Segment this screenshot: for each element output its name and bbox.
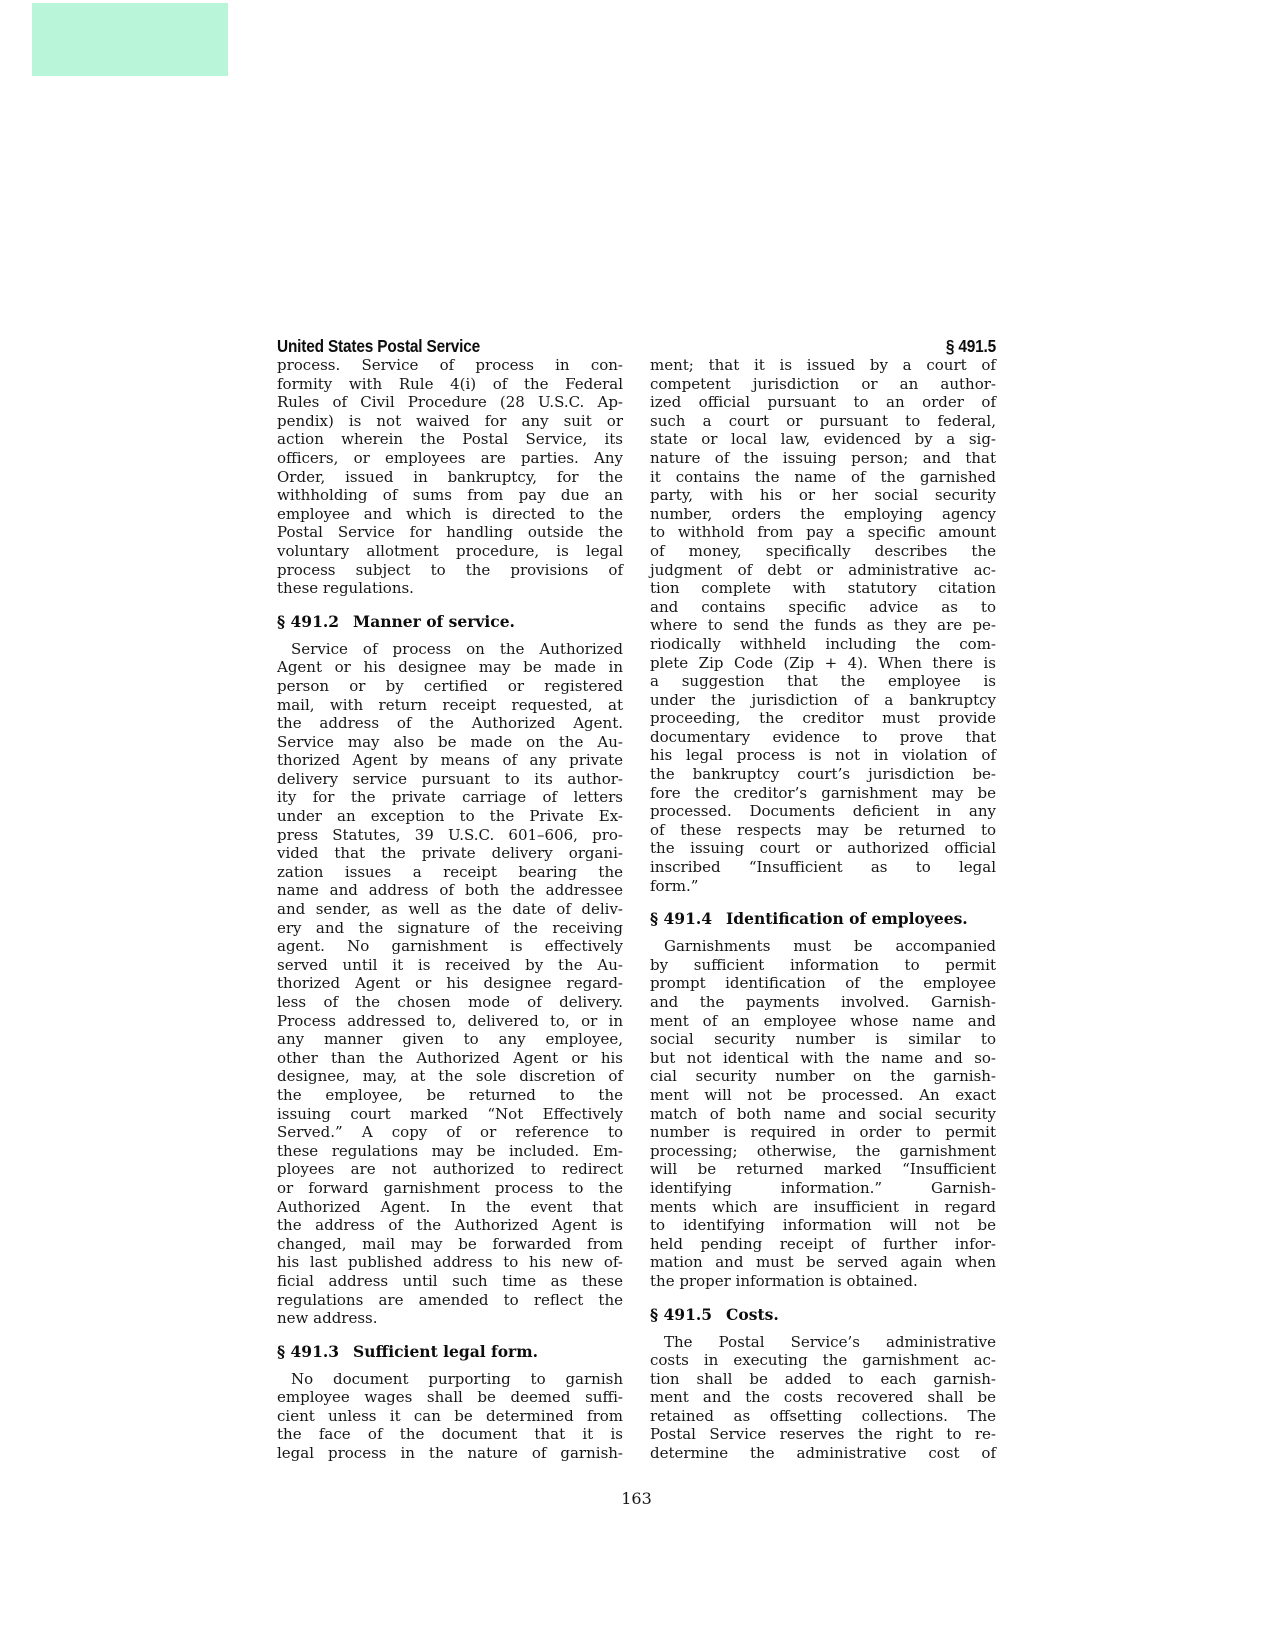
text-line: his legal process is not in violation of [650, 746, 996, 765]
section-heading [277, 612, 623, 631]
text-line: fore the creditor’s garnishment may be [650, 783, 996, 802]
text-line: ment of an employee whose name and [650, 1011, 996, 1030]
text-line: form.” [650, 876, 699, 895]
running-head-section: § 491.5 [945, 336, 996, 356]
text-line: under an exception to the Private Ex- [277, 807, 623, 826]
text-line: party, with his or her social security [650, 486, 996, 505]
text-line: ments which are insufficient in regard [650, 1197, 996, 1216]
text-line: vided that the private delivery organi- [277, 844, 623, 863]
section-number: § 491.2 [277, 611, 340, 631]
running-head-title: United States Postal Service [277, 336, 481, 356]
text-line: plete Zip Code (Zip + 4). When there is [650, 653, 996, 672]
text-line: the address of the Authorized Agent is [277, 1216, 623, 1235]
text-line: Service of process on the Authorized [291, 639, 623, 658]
text-line: and contains specific advice as to [650, 597, 996, 616]
text-line: and the payments involved. Garnish- [650, 993, 996, 1011]
section-number: § 491.3 [277, 1341, 340, 1361]
running-head [277, 336, 996, 357]
text-line: ery and the signature of the receiving [277, 918, 623, 937]
text-line: person or by certified or registered [277, 676, 623, 695]
text-line: identifying information.” Garnish- [650, 1178, 996, 1197]
section-number: § 491.5 [650, 1304, 713, 1324]
text-line: ity for the private carriage of letters [277, 788, 623, 807]
column-left [277, 356, 623, 1463]
section-heading [277, 1342, 623, 1361]
text-line: Order, issued in bankruptcy, for the [277, 467, 623, 486]
text-line: number is required in order to permit [650, 1123, 996, 1142]
text-line: designee, may, at the sole discretion of [277, 1067, 623, 1086]
highlight-rect [32, 3, 228, 76]
section-title: Manner of service. [353, 611, 515, 631]
text-line: agent. No garnishment is effectively [277, 937, 623, 956]
text-line: regulations are amended to reflect the [277, 1290, 623, 1309]
text-line: costs in executing the garnishment ac- [650, 1351, 996, 1370]
text-line: ficial address until such time as these [277, 1271, 623, 1290]
text-line: Postal Service for handling outside the [277, 523, 623, 542]
text-line: it contains the name of the garnished [650, 467, 996, 486]
text-line: or forward garnishment process to the [277, 1178, 623, 1197]
text-line: documentary evidence to prove that [650, 727, 996, 746]
text-line: of money, specifically describes the [650, 541, 996, 560]
text-line: less of the chosen mode of delivery. [277, 993, 623, 1011]
text-line: formity with Rule 4(i) of the Federal [277, 374, 623, 393]
text-line: served until it is received by the Au- [277, 955, 623, 974]
text-line: and sender, as well as the date of deliv- [277, 900, 623, 919]
text-line: the address of the Authorized Agent. [277, 714, 623, 733]
text-line: any manner given to any employee, [277, 1030, 623, 1049]
text-line: to identifying information will not be [650, 1216, 996, 1235]
text-line: employee and which is directed to the [277, 504, 623, 523]
text-line: determine the administrative cost of [650, 1444, 996, 1463]
text-line: press Statutes, 39 U.S.C. 601–606, pro- [277, 825, 623, 844]
text-line: ment; that it is issued by a court of [650, 356, 996, 374]
text-line: legal process in the nature of garnish- [277, 1444, 623, 1463]
text-line: the face of the document that it is [277, 1425, 623, 1444]
text-line: such a court or pursuant to federal, [650, 411, 996, 430]
text-line: delivery service pursuant to its author- [277, 769, 623, 788]
text-line: retained as offsetting collections. The [650, 1406, 996, 1425]
text-line: name and address of both the addressee [277, 881, 623, 900]
text-line: employee wages shall be deemed suffi- [277, 1388, 623, 1407]
text-line: these regulations may be included. Em- [277, 1141, 623, 1160]
text-line: tion complete with statutory citation [650, 579, 996, 598]
text-line: riodically withheld including the com- [650, 634, 996, 653]
text-line: withholding of sums from pay due an [277, 486, 623, 505]
text-line: processed. Documents deficient in any [650, 802, 996, 821]
text-line: zation issues a receipt bearing the [277, 862, 623, 881]
text-line: of these respects may be returned to [650, 820, 996, 839]
text-line: Process addressed to, delivered to, or in [277, 1011, 623, 1030]
text-line: prompt identification of the employee [650, 974, 996, 993]
text-line: cial security number on the garnish- [650, 1067, 996, 1086]
text-line: will be returned marked “Insufficient [650, 1160, 996, 1179]
text-line: nature of the issuing person; and that [650, 448, 996, 467]
paragraph [277, 1370, 623, 1463]
text-line: state or local law, evidenced by a sig- [650, 430, 996, 449]
text-line: The Postal Service’s administrative [664, 1332, 996, 1351]
text-line: match of both name and social security [650, 1104, 996, 1123]
text-line: to withhold from pay a specific amount [650, 523, 996, 542]
paragraph [277, 640, 623, 1328]
text-line: the proper information is obtained. [650, 1271, 918, 1290]
text-line: the bankruptcy court’s jurisdiction be- [650, 765, 996, 784]
text-line: changed, mail may be forwarded from [277, 1234, 623, 1253]
text-line: process subject to the provisions of [277, 560, 623, 579]
text-line: cient unless it can be determined from [277, 1406, 623, 1425]
text-line: the issuing court or authorized official [650, 839, 996, 858]
text-line: under the jurisdiction of a bankruptcy [650, 690, 996, 709]
text-line: a suggestion that the employee is [650, 672, 996, 691]
text-line: mation and must be served again when [650, 1253, 996, 1272]
text-line: by sufficient information to permit [650, 955, 996, 974]
paragraph [277, 356, 623, 598]
text-line: tion shall be added to each garnish- [650, 1369, 996, 1388]
text-line: number, orders the employing agency [650, 504, 996, 523]
text-line: thorized Agent or his designee regard- [277, 974, 623, 993]
text-line: action wherein the Postal Service, its [277, 430, 623, 449]
text-line: processing; otherwise, the garnishment [650, 1141, 996, 1160]
section-heading [650, 1305, 996, 1324]
text-line: inscribed “Insufficient as to legal [650, 858, 996, 877]
text-line: social security number is similar to [650, 1030, 996, 1049]
column-right [650, 356, 996, 1463]
text-line: ized official pursuant to an order of [650, 393, 996, 412]
text-line: ployees are not authorized to redirect [277, 1160, 623, 1179]
text-line: process. Service of process in con- [277, 356, 623, 374]
text-line: Served.” A copy of or reference to [277, 1123, 623, 1142]
text-line: Authorized Agent. In the event that [277, 1197, 623, 1216]
text-line: his last published address to his new of- [277, 1253, 623, 1272]
text-line: proceeding, the creditor must provide [650, 709, 996, 728]
paragraph [650, 356, 996, 895]
text-line: new address. [277, 1309, 378, 1328]
text-line: these regulations. [277, 579, 414, 598]
text-line: ment and the costs recovered shall be [650, 1388, 996, 1407]
text-line: other than the Authorized Agent or his [277, 1048, 623, 1067]
text-line: judgment of debt or administrative ac- [650, 560, 996, 579]
text-line: voluntary allotment procedure, is legal [277, 541, 623, 560]
section-heading [650, 909, 996, 928]
text-line: the employee, be returned to the [277, 1085, 623, 1104]
section-title: Sufficient legal form. [353, 1341, 539, 1361]
section-title: Identification of employees. [726, 909, 968, 929]
text-line: thorized Agent by means of any private [277, 751, 623, 770]
text-line: but not identical with the name and so- [650, 1048, 996, 1067]
text-line: held pending receipt of further infor- [650, 1234, 996, 1253]
text-line: Garnishments must be accompanied [664, 937, 996, 956]
text-line: ment will not be processed. An exact [650, 1085, 996, 1104]
page-number: 163 [621, 1489, 652, 1508]
text-line: Postal Service reserves the right to re- [650, 1425, 996, 1444]
text-line: Service may also be made on the Au- [277, 732, 623, 751]
section-title: Costs. [726, 1304, 779, 1324]
text-line: pendix) is not waived for any suit or [277, 411, 623, 430]
text-line: where to send the funds as they are pe- [650, 616, 996, 635]
text-line: No document purporting to garnish [291, 1369, 623, 1388]
paragraph [650, 1333, 996, 1463]
section-number: § 491.4 [650, 909, 713, 929]
text-line: officers, or employees are parties. Any [277, 448, 623, 467]
text-line: Rules of Civil Procedure (28 U.S.C. Ap- [277, 393, 623, 412]
text-line: Agent or his designee may be made in [277, 658, 623, 677]
text-line: issuing court marked “Not Effectively [277, 1104, 623, 1123]
paragraph [650, 937, 996, 1290]
text-line: competent jurisdiction or an author- [650, 374, 996, 393]
text-line: mail, with return receipt requested, at [277, 695, 623, 714]
